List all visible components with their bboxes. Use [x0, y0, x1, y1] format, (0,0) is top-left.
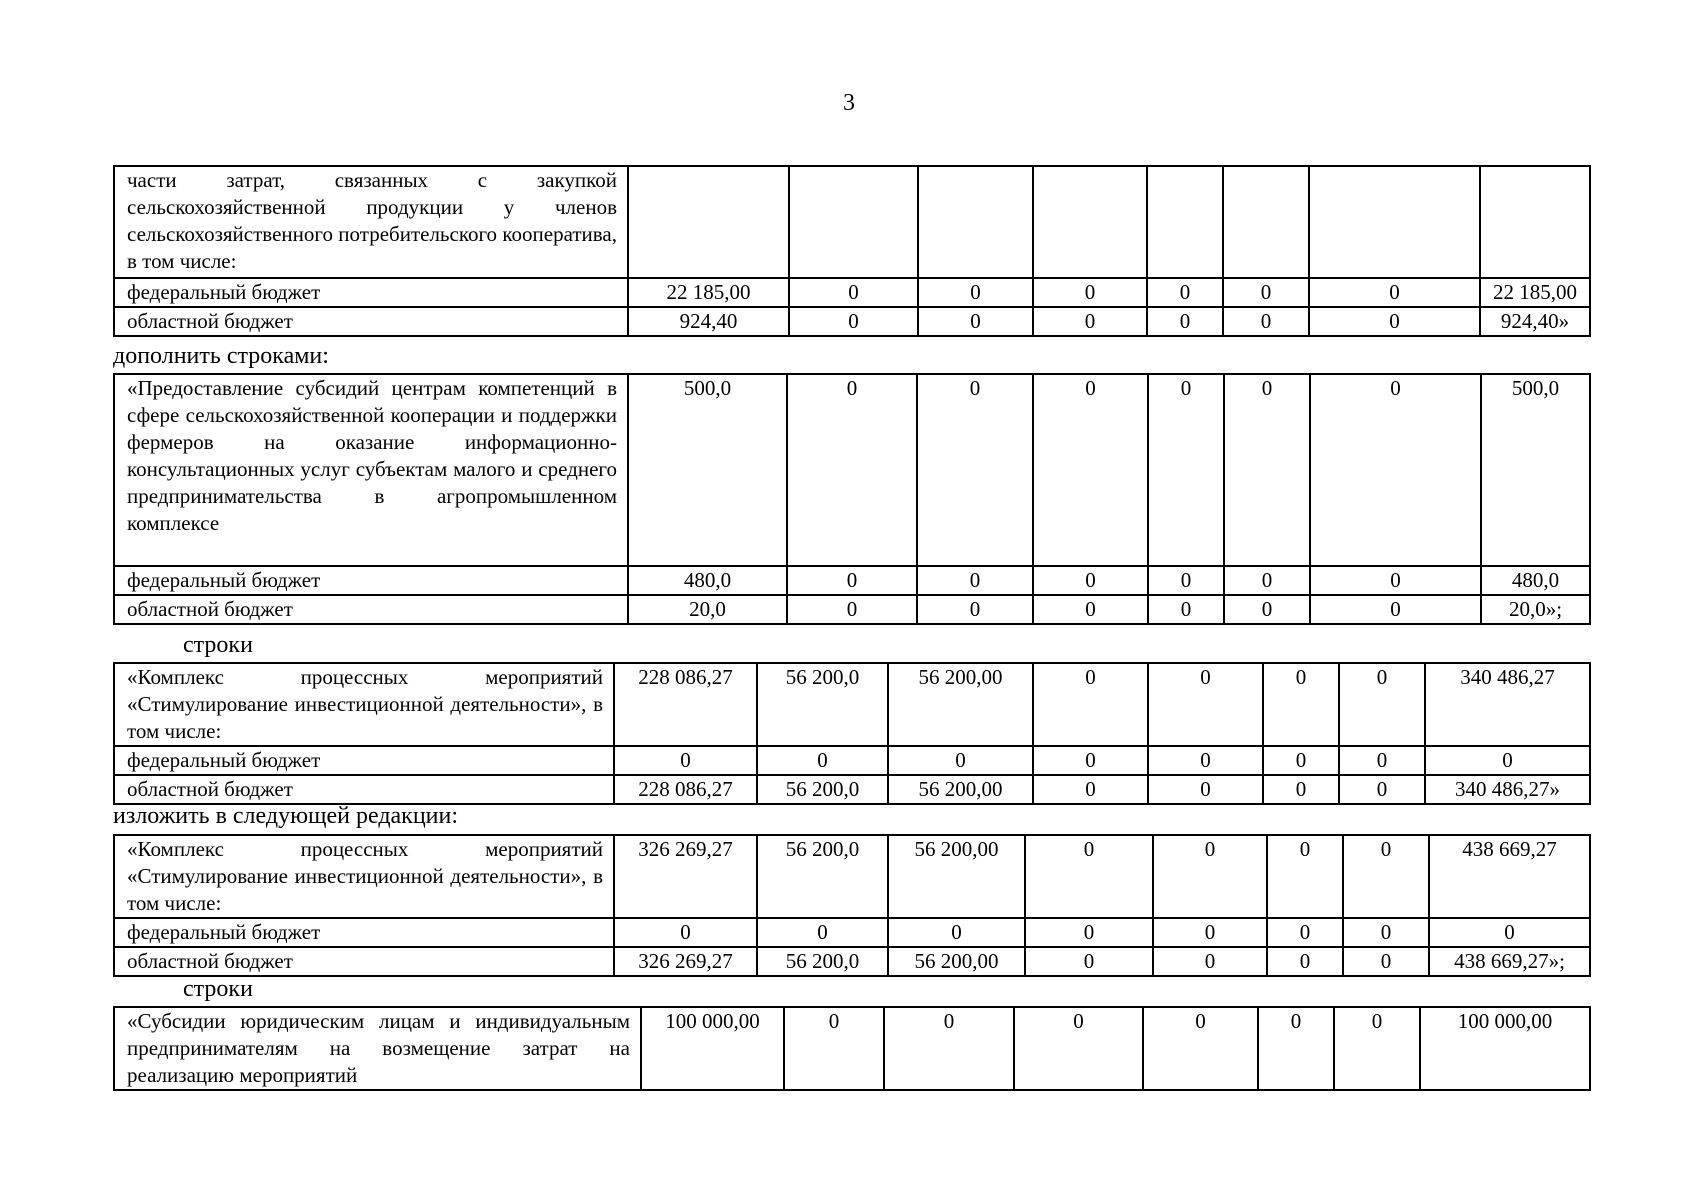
value-cell: 0 — [1033, 566, 1148, 595]
value-cell: 0 — [1263, 663, 1339, 746]
value-cell: 0 — [757, 918, 888, 947]
value-cell: 100 000,00 — [641, 1007, 784, 1090]
row-label: федеральный бюджет — [114, 746, 614, 775]
value-cell: 0 — [1143, 1007, 1258, 1090]
value-cell: 56 200,0 — [757, 835, 888, 918]
section-heading-rows: строки — [183, 632, 253, 658]
value-cell: 0 — [1148, 775, 1263, 804]
value-cell: 0 — [787, 566, 917, 595]
value-cell — [1223, 166, 1309, 278]
value-cell: 0 — [1025, 835, 1153, 918]
value-cell: 0 — [1263, 746, 1339, 775]
value-cell — [1147, 166, 1223, 278]
value-cell: 0 — [1223, 278, 1309, 307]
value-cell: 0 — [1334, 1007, 1420, 1090]
table-3-block — [113, 662, 1591, 805]
value-cell: 0 — [1033, 278, 1147, 307]
value-cell: 0 — [1033, 307, 1147, 336]
row-label: областной бюджет — [114, 595, 628, 624]
value-cell: 480,0 — [628, 566, 787, 595]
value-cell: 22 185,00 — [1480, 278, 1590, 307]
table-row — [114, 278, 1590, 307]
value-cell: 0 — [614, 918, 757, 947]
value-cell: 0 — [1033, 746, 1148, 775]
value-cell: 0 — [1148, 595, 1224, 624]
row-label: «Предоставление субсидий центрам компетенций в сфере сельскохозяйственной кооперации и поддержки фермеров на оказание информационно-консультационных услуг субъектам малого и среднего предпринимательства в агропромышленном комплексе — [114, 374, 628, 566]
value-cell: 0 — [1148, 374, 1224, 566]
value-cell: 56 200,00 — [888, 775, 1033, 804]
table-row — [114, 1007, 1590, 1090]
value-cell: 0 — [917, 595, 1033, 624]
value-cell: 0 — [1310, 595, 1481, 624]
value-cell: 0 — [917, 374, 1033, 566]
value-cell: 0 — [1309, 307, 1480, 336]
value-cell: 228 086,27 — [614, 775, 757, 804]
value-cell: 0 — [1339, 663, 1425, 746]
value-cell: 0 — [884, 1007, 1014, 1090]
table-2-block — [113, 373, 1591, 625]
value-cell: 0 — [1224, 566, 1310, 595]
table-5-block — [113, 1006, 1591, 1091]
value-cell — [1033, 166, 1147, 278]
value-cell: 228 086,27 — [614, 663, 757, 746]
value-cell — [918, 166, 1033, 278]
table-row — [114, 947, 1590, 976]
value-cell: 56 200,0 — [757, 775, 888, 804]
table-3 — [113, 662, 1591, 805]
value-cell: 0 — [888, 746, 1033, 775]
value-cell: 56 200,00 — [888, 947, 1025, 976]
value-cell: 0 — [1033, 775, 1148, 804]
value-cell: 0 — [1309, 278, 1480, 307]
value-cell: 0 — [757, 746, 888, 775]
value-cell: 0 — [1223, 307, 1309, 336]
table-row — [114, 307, 1590, 336]
table-2 — [113, 373, 1591, 625]
value-cell: 0 — [1147, 307, 1223, 336]
value-cell: 0 — [789, 278, 918, 307]
value-cell: 20,0 — [628, 595, 787, 624]
value-cell: 20,0»; — [1481, 595, 1590, 624]
value-cell: 0 — [787, 595, 917, 624]
value-cell: 480,0 — [1481, 566, 1590, 595]
page-number: 3 — [843, 90, 855, 116]
value-cell: 0 — [1033, 374, 1148, 566]
value-cell: 0 — [784, 1007, 884, 1090]
value-cell: 0 — [1310, 566, 1481, 595]
value-cell: 0 — [1224, 595, 1310, 624]
section-heading-add-rows: дополнить строками: — [113, 343, 329, 369]
table-row — [114, 595, 1590, 624]
section-heading-rows-2: строки — [183, 976, 253, 1002]
value-cell: 0 — [1153, 835, 1267, 918]
row-label: «Комплекс процессных мероприятий «Стимулирование инвестиционной деятельности», в том числе: — [114, 663, 614, 746]
value-cell: 0 — [1153, 918, 1267, 947]
value-cell: 0 — [1033, 663, 1148, 746]
row-label: областной бюджет — [114, 775, 614, 804]
table-row — [114, 918, 1590, 947]
table-row — [114, 746, 1590, 775]
value-cell: 0 — [1425, 746, 1590, 775]
value-cell: 438 669,27»; — [1429, 947, 1590, 976]
value-cell: 0 — [787, 374, 917, 566]
value-cell: 0 — [1033, 595, 1148, 624]
value-cell: 0 — [1267, 947, 1343, 976]
value-cell: 438 669,27 — [1429, 835, 1590, 918]
table-4 — [113, 834, 1591, 977]
row-label: «Субсидии юридическим лицам и индивидуальным предпринимателям на возмещение затрат на реализацию мероприятий — [114, 1007, 641, 1090]
value-cell: 56 200,00 — [888, 663, 1033, 746]
value-cell: 0 — [789, 307, 918, 336]
value-cell: 22 185,00 — [628, 278, 789, 307]
value-cell: 0 — [1147, 278, 1223, 307]
table-row — [114, 663, 1590, 746]
table-row — [114, 775, 1590, 804]
value-cell: 0 — [1258, 1007, 1334, 1090]
table-5 — [113, 1006, 1591, 1091]
value-cell: 326 269,27 — [614, 835, 757, 918]
value-cell — [1480, 166, 1590, 278]
value-cell: 56 200,00 — [888, 835, 1025, 918]
value-cell: 326 269,27 — [614, 947, 757, 976]
value-cell: 0 — [1263, 775, 1339, 804]
value-cell: 0 — [614, 746, 757, 775]
value-cell: 0 — [1343, 947, 1429, 976]
value-cell: 0 — [1148, 566, 1224, 595]
table-1-block — [113, 165, 1591, 337]
value-cell: 0 — [918, 307, 1033, 336]
value-cell: 56 200,0 — [757, 663, 888, 746]
value-cell: 0 — [1025, 947, 1153, 976]
value-cell: 100 000,00 — [1420, 1007, 1590, 1090]
table-row — [114, 374, 1590, 566]
value-cell: 0 — [1267, 835, 1343, 918]
row-label: областной бюджет — [114, 307, 628, 336]
table-row — [114, 166, 1590, 278]
value-cell: 0 — [1429, 918, 1590, 947]
value-cell: 0 — [1014, 1007, 1143, 1090]
table-row — [114, 835, 1590, 918]
value-cell: 0 — [1343, 918, 1429, 947]
value-cell: 500,0 — [628, 374, 787, 566]
value-cell — [789, 166, 918, 278]
value-cell — [628, 166, 789, 278]
row-label: федеральный бюджет — [114, 278, 628, 307]
table-4-block — [113, 834, 1591, 977]
value-cell: 924,40» — [1480, 307, 1590, 336]
value-cell: 0 — [888, 918, 1025, 947]
row-label: федеральный бюджет — [114, 566, 628, 595]
value-cell: 56 200,0 — [757, 947, 888, 976]
value-cell: 0 — [1148, 663, 1263, 746]
value-cell: 0 — [1310, 374, 1481, 566]
value-cell: 0 — [1224, 374, 1310, 566]
value-cell: 340 486,27 — [1425, 663, 1590, 746]
value-cell: 0 — [1267, 918, 1343, 947]
value-cell — [1309, 166, 1480, 278]
row-label: федеральный бюджет — [114, 918, 614, 947]
row-label: части затрат, связанных с закупкой сельскохозяйственной продукции у членов сельскохозяйственного потребительского кооператива, в том числе: — [114, 166, 628, 278]
value-cell: 0 — [1339, 746, 1425, 775]
value-cell: 0 — [1339, 775, 1425, 804]
value-cell: 0 — [1343, 835, 1429, 918]
table-1 — [113, 165, 1591, 337]
section-heading-new-edition: изложить в следующей редакции: — [113, 803, 459, 829]
row-label: «Комплекс процессных мероприятий «Стимулирование инвестиционной деятельности», в том числе: — [114, 835, 614, 918]
table-row — [114, 566, 1590, 595]
value-cell: 0 — [917, 566, 1033, 595]
value-cell: 0 — [1153, 947, 1267, 976]
value-cell: 0 — [1025, 918, 1153, 947]
value-cell: 0 — [918, 278, 1033, 307]
value-cell: 500,0 — [1481, 374, 1590, 566]
row-label: областной бюджет — [114, 947, 614, 976]
value-cell: 340 486,27» — [1425, 775, 1590, 804]
value-cell: 924,40 — [628, 307, 789, 336]
value-cell: 0 — [1148, 746, 1263, 775]
